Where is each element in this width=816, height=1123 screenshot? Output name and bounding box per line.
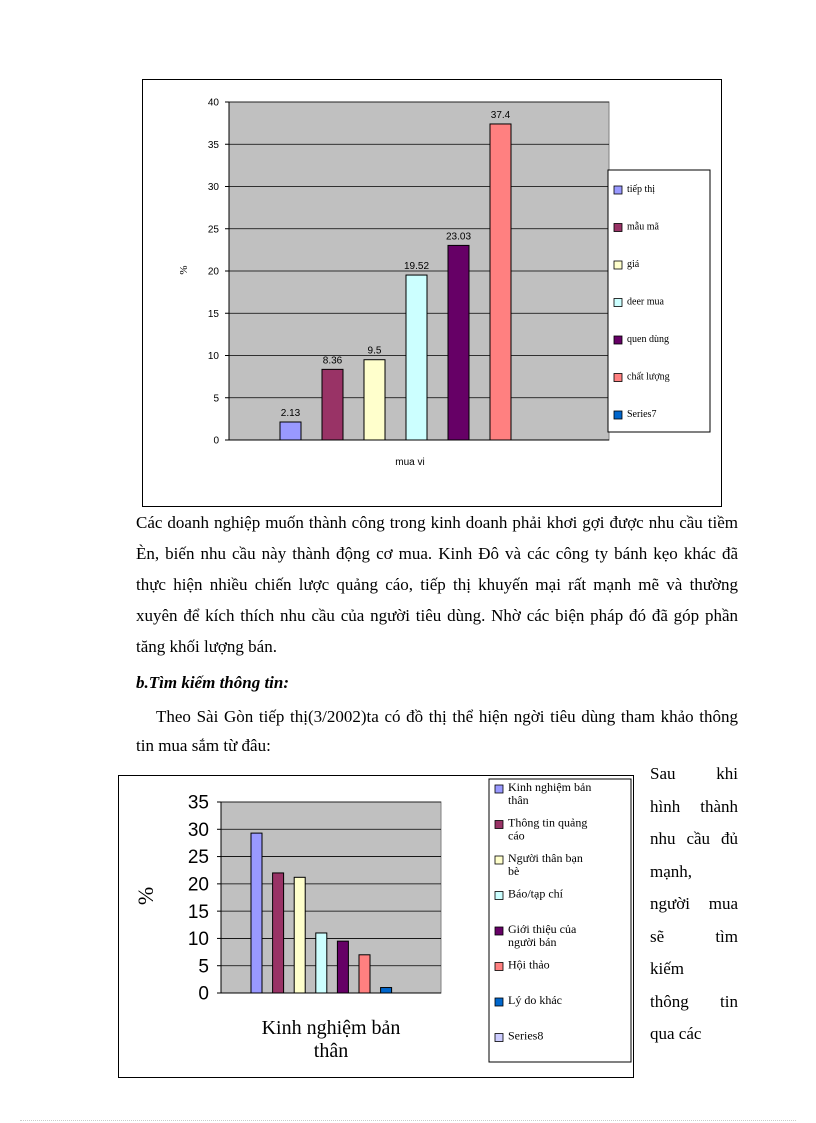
legend-label: thân bbox=[508, 793, 529, 807]
y-tick-label: 25 bbox=[207, 224, 219, 236]
legend-label: Giới thiệu của bbox=[508, 922, 577, 936]
data-label: 9.5 bbox=[367, 345, 382, 357]
legend-label: tiếp thị bbox=[627, 184, 656, 195]
bar bbox=[381, 988, 392, 993]
legend-swatch bbox=[614, 299, 622, 307]
bar bbox=[294, 877, 305, 993]
chart-2-svg bbox=[119, 776, 633, 1077]
y-tick-label: 30 bbox=[187, 819, 209, 841]
bar bbox=[359, 955, 370, 993]
side-line: kiếm bbox=[650, 959, 684, 978]
side-paragraph bbox=[650, 758, 738, 1051]
y-tick-label: 20 bbox=[187, 874, 209, 896]
side-line: thông tin bbox=[650, 991, 738, 1011]
legend-swatch bbox=[614, 336, 622, 344]
legend-swatch bbox=[614, 224, 622, 232]
legend-label: Series8 bbox=[508, 1028, 544, 1043]
legend-swatch bbox=[495, 927, 503, 935]
paragraph-source: Theo Sài Gòn tiếp thị(3/2002)ta có đồ thị thể hiện ngời tiêu dùng tham khảo thông tin mua sắm từ đâu: bbox=[136, 707, 738, 755]
y-tick-label: 35 bbox=[207, 139, 219, 151]
legend-label: bè bbox=[508, 864, 520, 878]
y-tick-label: 10 bbox=[187, 929, 209, 951]
y-tick-label: 5 bbox=[213, 393, 219, 405]
x-axis-label: mua vi bbox=[395, 457, 425, 468]
legend-swatch bbox=[614, 411, 622, 419]
legend-label: Thông tin quảng bbox=[508, 815, 588, 830]
bar bbox=[322, 369, 343, 440]
legend-swatch bbox=[614, 261, 622, 269]
bar bbox=[251, 833, 262, 993]
legend-swatch bbox=[495, 785, 503, 793]
data-label: 19.52 bbox=[403, 261, 430, 273]
y-tick-label: 15 bbox=[207, 308, 219, 320]
legend-label: cáo bbox=[508, 828, 525, 843]
chart-2-frame bbox=[118, 775, 634, 1078]
section-heading: b.Tìm kiếm thông tin: bbox=[136, 673, 290, 692]
y-tick-label: 40 bbox=[207, 97, 219, 109]
y-tick-label: 30 bbox=[207, 182, 219, 193]
legend-label: giá bbox=[627, 259, 640, 270]
side-line: hình thành bbox=[650, 796, 738, 816]
legend-swatch bbox=[614, 374, 622, 382]
legend-label: Series7 bbox=[627, 409, 657, 420]
side-line: mạnh, bbox=[650, 861, 693, 881]
legend-label: Hội thảo bbox=[508, 957, 550, 972]
legend-label: Người thân bạn bbox=[508, 851, 583, 865]
bar bbox=[273, 873, 284, 993]
bar bbox=[364, 360, 385, 440]
legend-swatch bbox=[495, 892, 503, 900]
y-tick-label: 20 bbox=[207, 266, 219, 278]
data-label: 8.36 bbox=[322, 355, 343, 367]
y-tick-label: 15 bbox=[187, 901, 209, 923]
bar bbox=[316, 933, 327, 993]
legend-swatch bbox=[495, 963, 503, 971]
y-tick-label: 5 bbox=[198, 956, 209, 978]
y-tick-label: 25 bbox=[187, 847, 209, 869]
legend-swatch bbox=[614, 186, 622, 194]
side-line: nhu cầu đủ bbox=[650, 829, 738, 848]
data-label: 2.13 bbox=[280, 408, 301, 420]
data-label: 23.03 bbox=[445, 231, 472, 243]
bar bbox=[490, 124, 511, 440]
y-tick-label: 0 bbox=[213, 435, 219, 447]
chart-1-frame bbox=[142, 79, 722, 507]
page-footer-rule bbox=[20, 1120, 796, 1121]
data-label: 37.4 bbox=[490, 109, 511, 121]
side-line: sẽ tìm bbox=[650, 926, 738, 946]
legend-swatch bbox=[495, 998, 503, 1006]
legend-label: mẫu mã bbox=[627, 221, 659, 233]
legend-label: chất lượng bbox=[627, 371, 670, 383]
y-tick-label: 35 bbox=[187, 792, 209, 814]
chart-1-svg bbox=[143, 80, 721, 506]
legend-label: quen dùng bbox=[627, 334, 669, 345]
legend-swatch bbox=[495, 821, 503, 829]
bar bbox=[337, 941, 348, 993]
x-axis-label: thân bbox=[313, 1040, 349, 1062]
y-tick-label: 0 bbox=[198, 983, 209, 1005]
bar bbox=[280, 422, 301, 440]
bar bbox=[448, 245, 469, 440]
legend-label: deer mua bbox=[627, 296, 664, 308]
legend-label: người bán bbox=[508, 935, 557, 949]
side-line: người mua bbox=[650, 894, 738, 913]
y-tick-label: 10 bbox=[207, 351, 219, 362]
legend-swatch bbox=[495, 856, 503, 864]
legend-label: Kinh nghiệm bản bbox=[508, 780, 592, 794]
y-axis-label: % bbox=[133, 886, 158, 906]
side-line: qua các bbox=[650, 1024, 702, 1043]
paragraph-intro: Các doanh nghiệp muốn thành công trong kinh doanh phải khơi gợi được nhu cầu tiềm Èn, biến nhu cầu này thành động cơ mua. Kinh Đô và các công ty bánh kẹo khác đã thực hiện nhiều chiến lược quảng cáo, tiếp thị khuyến mại rất mạnh mẽ và thường xuyên để kích thích nhu cầu của người tiêu dùng. Nhờ các biện pháp đó đã góp phần tăng khối lượng bán. bbox=[136, 513, 738, 656]
legend-swatch bbox=[495, 1034, 503, 1042]
legend-label: Lý do khác bbox=[508, 993, 562, 1007]
side-line: Sau khi bbox=[650, 764, 738, 783]
y-axis-label: % bbox=[178, 265, 190, 275]
legend-label: Báo/tạp chí bbox=[508, 886, 563, 901]
bar bbox=[406, 275, 427, 440]
x-axis-label: Kinh nghiệm bản bbox=[261, 1017, 401, 1039]
